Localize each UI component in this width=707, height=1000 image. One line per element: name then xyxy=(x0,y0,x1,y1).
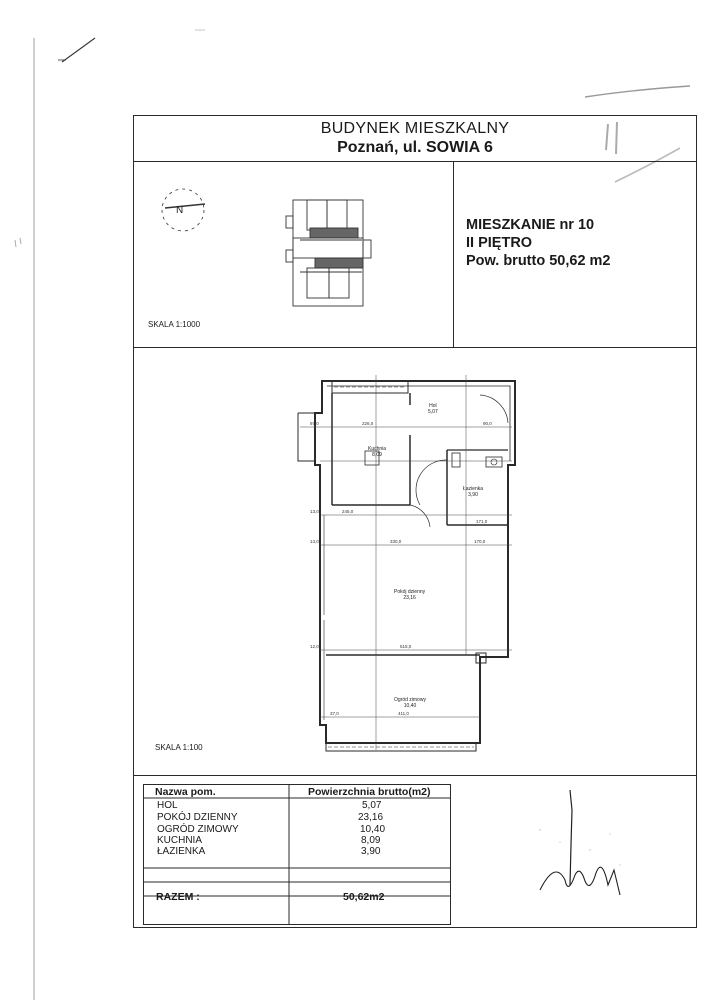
svg-text:515,0: 515,0 xyxy=(400,644,412,649)
svg-text:90,0: 90,0 xyxy=(483,421,492,426)
table-row-area: 5,07 xyxy=(362,800,382,811)
building-address: Poznań, ul. SOWIA 6 xyxy=(337,139,493,156)
room-label-hol: Hol 5,07 xyxy=(428,403,438,415)
room-label-ogrod: Ogród zimowy 10,40 xyxy=(394,697,426,709)
svg-text:37,0: 37,0 xyxy=(330,711,339,716)
svg-text:226,0: 226,0 xyxy=(362,421,374,426)
table-row-name: ŁAZIENKA xyxy=(157,846,206,857)
plan-divider-top xyxy=(133,347,697,348)
info-divider xyxy=(453,161,454,347)
table-header-area: Powierzchnia brutto(m2) xyxy=(308,786,431,798)
table-row-area: 8,09 xyxy=(361,835,381,846)
plan-divider-bottom xyxy=(133,775,697,776)
table-row-area: 3,90 xyxy=(361,846,381,857)
table-row-area: 10,40 xyxy=(360,824,386,835)
header-divider xyxy=(133,161,697,162)
room-label-lazienka: Łazienka 3,90 xyxy=(463,486,484,498)
svg-text:12,0: 12,0 xyxy=(310,644,319,649)
building-type: BUDYNEK MIESZKALNY xyxy=(320,120,510,137)
table-total-value: 50,62m2 xyxy=(343,891,385,903)
floor-plan-scale: SKALA 1:100 xyxy=(155,743,203,752)
north-arrow-icon xyxy=(162,189,205,231)
site-plan-drawing xyxy=(150,180,380,320)
room-label-kuchnia: Kuchnia 8,09 xyxy=(368,446,387,458)
scan-noise xyxy=(520,820,640,880)
svg-text:245,0: 245,0 xyxy=(342,509,354,514)
svg-text:13,0: 13,0 xyxy=(310,539,319,544)
svg-text:330,0: 330,0 xyxy=(390,539,402,544)
apartment-number: MIESZKANIE nr 10 xyxy=(466,217,595,233)
svg-text:13,0: 13,0 xyxy=(310,509,319,514)
table-row-name: POKÓJ DZIENNY xyxy=(157,812,238,823)
table-header-name: Nazwa pom. xyxy=(155,786,216,798)
table-row-name: HOL xyxy=(157,800,178,811)
svg-text:411,0: 411,0 xyxy=(398,711,409,716)
north-label: N xyxy=(176,205,184,216)
apartment-area: Pow. brutto 50,62 m2 xyxy=(466,253,611,269)
table-row-area: 23,16 xyxy=(358,812,384,823)
svg-text:170,0: 170,0 xyxy=(474,539,486,544)
table-row-name: KUCHNIA xyxy=(157,835,203,846)
svg-text:171,0: 171,0 xyxy=(476,519,488,524)
svg-text:97,0: 97,0 xyxy=(310,421,319,426)
table-row-name: OGRÓD ZIMOWY xyxy=(157,824,239,835)
apartment-floor: II PIĘTRO xyxy=(466,235,533,251)
table-total-label: RAZEM : xyxy=(156,891,200,903)
site-plan-scale: SKALA 1:1000 xyxy=(148,320,201,329)
room-label-pokoj: Pokój dzienny 23,16 xyxy=(394,589,426,601)
